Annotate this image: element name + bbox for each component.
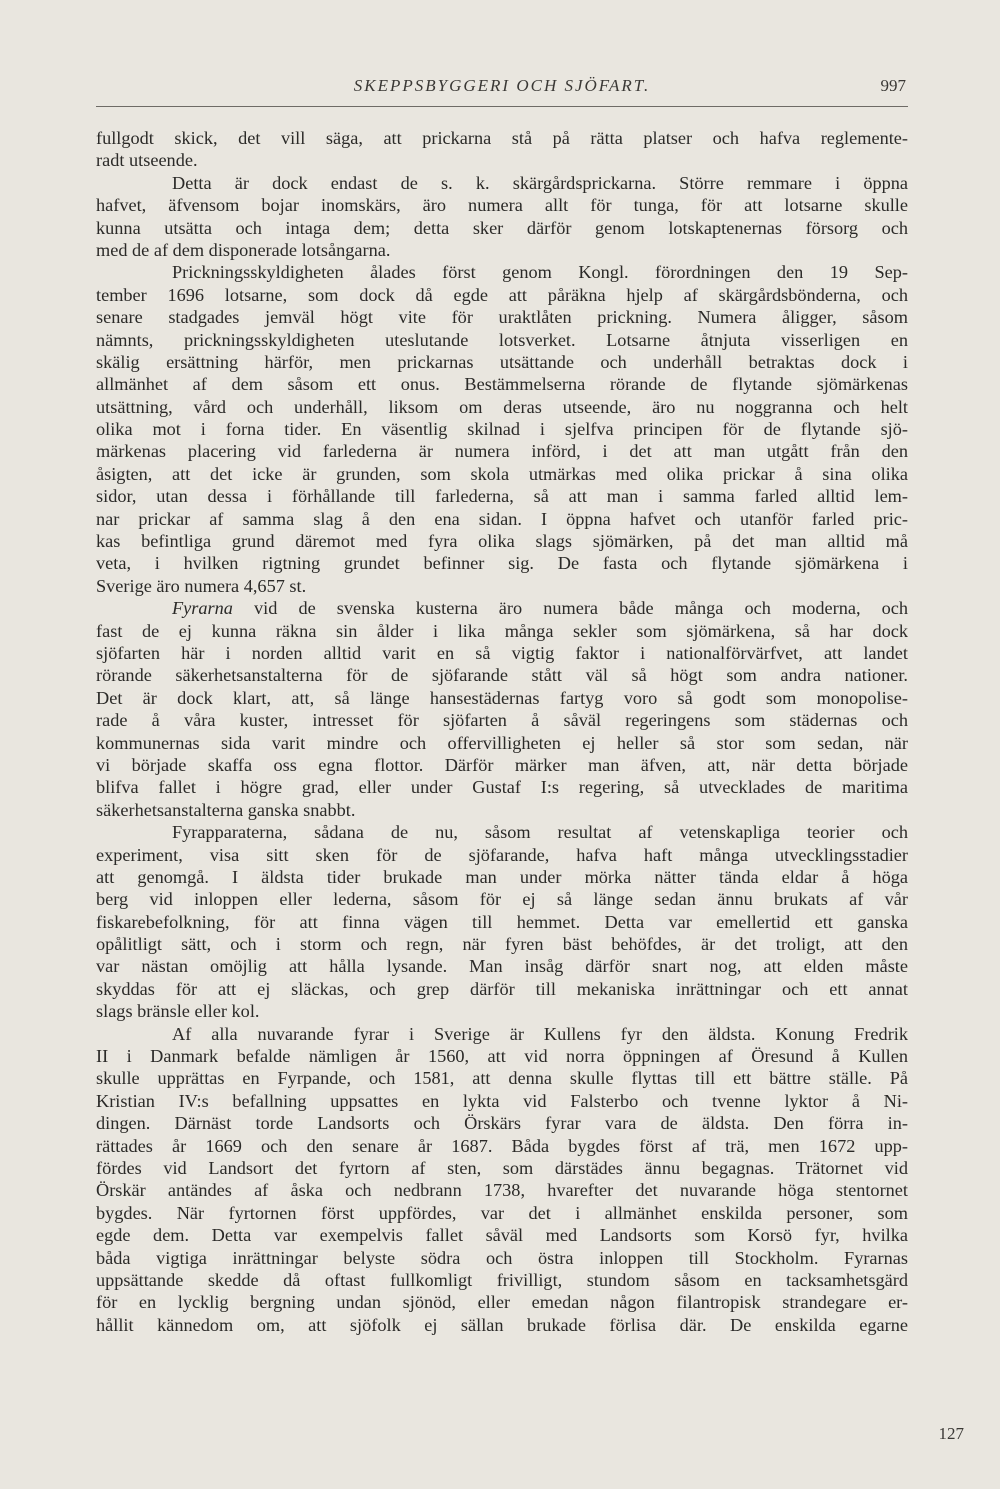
text-line: Sverige äro numera 4,657 st. bbox=[96, 575, 307, 596]
text-line: nämnts, prickningsskyldigheten uteslutande lotsverket. Lotsarne åtnjuta visserligen en bbox=[96, 329, 908, 350]
running-head bbox=[96, 70, 908, 107]
text-line: Af alla nuvarande fyrar i Sverige är Kullens fyr den äldsta. Konung Fredrik bbox=[172, 1023, 908, 1044]
text-line: blifva fallet i högre grad, eller under Gustaf I:s regering, så utvecklades de maritima bbox=[96, 777, 908, 798]
text-line: skulle upprättas en Fyrpande, och 1581, att denna skulle flyttas till ett bättre ställe. På bbox=[96, 1068, 908, 1089]
text-line: slags bränsle eller kol. bbox=[96, 1001, 260, 1022]
text-line: egde dem. Detta var exempelvis fallet såväl med Landsorts som Korsö fyr, hvilka bbox=[96, 1225, 908, 1246]
text-line: nar prickar af samma slag å den ena sidan. I öppna hafvet och utanför farled pric- bbox=[96, 508, 908, 529]
text-line: tember 1696 lotsarne, som dock då egde att påräkna hjelp af skärgårdsbönderna, och bbox=[96, 284, 908, 305]
text-line: båda vigtiga inrättningar belyste södra och östra inloppen till Stockholm. Fyrarnas bbox=[96, 1247, 908, 1268]
text-line: hafvet, äfvensom bojar inomskärs, äro numera allt för tunga, för att lotsarne skulle bbox=[96, 195, 908, 216]
text-line: fast de ej kunna räkna sin ålder i lika många sekler som sjömärkena, så har dock bbox=[96, 620, 908, 641]
text-line: kunna utsätta och intaga dem; detta sker därför genom lotskaptenernas försorg och bbox=[96, 217, 908, 238]
text-line: Det är dock klart, att, så länge hansestädernas fartyg voro så godt som monopolise- bbox=[96, 687, 908, 708]
text-line: bygdes. När fyrtornen först uppfördes, var det i allmänhet enskilda personer, som bbox=[96, 1202, 908, 1223]
text-line: radt utseende. bbox=[96, 150, 198, 171]
text-line: fullgodt skick, det vill säga, att prickarna stå på rätta platser och hafva reglemente- bbox=[96, 128, 908, 148]
text-line: skyddas för att ej släckas, och grep därför till mekaniska inrättningar och ett annat bbox=[96, 978, 908, 999]
text-line: kommunernas sida varit mindre och offervilligheten ej heller så stor som sedan, när bbox=[96, 732, 908, 753]
text-line: Detta är dock endast de s. k. skärgårdsprickarna. Större remmare i öppna bbox=[172, 172, 908, 193]
text-line: rörande säkerhetsanstalterna för de sjöfarande stått väl så högt som andra nationer. bbox=[96, 665, 908, 686]
body-text bbox=[96, 127, 908, 1336]
running-head-title: SKEPPSBYGGERI OCH SJÖFART. bbox=[353, 76, 651, 95]
text-line: veta, i hvilken rigtning grundet befinner sig. De fasta och flytande sjömärkena i bbox=[96, 553, 908, 574]
text-line: Kristian IV:s befallning uppsattes en lykta vid Falsterbo och tvenne lyktor å Ni- bbox=[96, 1090, 908, 1111]
text-line: med de af dem disponerade lotsångarna. bbox=[96, 239, 391, 260]
text-line: skälig ersättning härför, men prickarnas utsättande och underhåll betraktas dock i bbox=[96, 351, 908, 372]
text-line: för en lycklig bergning undan sjönöd, eller emedan någon filantropisk strandegare er- bbox=[96, 1292, 908, 1313]
text-line: sidor, utan dessa i förhållande till farlederna, så att man i samma farled alltid lem- bbox=[96, 486, 908, 507]
text-line: Prickningsskyldigheten ålades först genom Kongl. förordningen den 19 Sep- bbox=[172, 262, 908, 283]
text-line: att genomgå. I äldsta tider brukade man under mörka nätter tända eldar å höga bbox=[96, 866, 908, 887]
page-number: 997 bbox=[880, 76, 906, 95]
text-line: Fyrarna vid de svenska kusterna äro numera både många och moderna, och bbox=[172, 598, 908, 619]
text-line: experiment, visa sitt sken för de sjöfarande, hafva haft många utvecklingsstadier bbox=[96, 844, 908, 865]
text-line: säkerhetsanstalterna ganska snabbt. bbox=[96, 799, 356, 820]
text-line: berg vid inloppen eller lederna, såsom för ej så länge sedan ännu brukats af vår bbox=[96, 889, 908, 910]
text-line: rade å våra kuster, intresset för sjöfarten å såväl regeringens som städernas och bbox=[96, 710, 908, 731]
emphasized-word: Fyrarna bbox=[172, 598, 233, 619]
text-line: var nästan omöjlig att hålla lysande. Man insåg därför snart nog, att elden måste bbox=[96, 956, 908, 977]
text-line: II i Danmark befalde nämligen år 1560, att vid norra öppningen af Öresund å Kullen bbox=[96, 1046, 908, 1067]
text-line: uppsättande skedde då oftast fullkomligt frivilligt, stundom såsom en tacksamhetsgärd bbox=[96, 1269, 908, 1290]
text-line: vi började skaffa oss egna flottor. Därför märker man äfven, att, när detta började bbox=[96, 754, 908, 775]
text-line: senare stadgades jemväl högt vite för uraktlåten prickning. Numera åligger, såsom bbox=[96, 307, 908, 328]
text-line: allmänhet af dem såsom ett onus. Bestämmelserna rörande de flytande sjömärkenas bbox=[96, 374, 908, 395]
text-line: sjöfarten här i norden alltid varit en så vigtig faktor i nationalförvärfvet, att landet bbox=[96, 642, 908, 663]
text-line: utsättning, vård och underhåll, liksom om deras utseende, äro nu noggranna och helt bbox=[96, 396, 908, 417]
text-line: kas befintliga grund däremot med fyra olika slags sjömärken, på det man alltid må bbox=[96, 531, 908, 552]
text-line: märkenas placering vid farlederna är numera införd, i det att man utgått från den bbox=[96, 441, 908, 462]
text-line: hållit kännedom om, att sjöfolk ej sällan brukade förlisa där. De enskilda egarne bbox=[96, 1314, 908, 1335]
signature-mark: 127 bbox=[938, 1424, 964, 1443]
text-line: fiskarebefolkning, för att finna vägen till hemmet. Detta var emellertid ett ganska bbox=[96, 911, 908, 932]
text-line: Fyrapparaterna, sådana de nu, såsom resultat af vetenskapliga teorier och bbox=[172, 822, 908, 843]
text-line: dingen. Därnäst torde Landsorts och Örskärs fyrar vara de äldsta. Den förra in- bbox=[96, 1113, 908, 1134]
text-line: opålitligt sätt, och i storm och regn, när fyren bäst behöfdes, är det troligt, att den bbox=[96, 934, 908, 955]
text-line: fördes vid Landsort det fyrtorn af sten, som därstädes ännu begagnas. Trätornet vid bbox=[96, 1157, 908, 1178]
text-line: Örskär antändes af åska och nedbrann 1738, hvarefter det nuvarande höga stentornet bbox=[96, 1180, 908, 1201]
text-line: olika mot i forna tider. En väsentlig skilnad i sjelfva principen för de flytande sjö- bbox=[96, 419, 908, 440]
text-line: rättades år 1669 och den senare år 1687. Båda bygdes först af trä, men 1672 upp- bbox=[96, 1135, 908, 1156]
text-line: åsigten, att det icke är grunden, som skola utmärkas med olika prickar å sina olika bbox=[96, 463, 908, 484]
